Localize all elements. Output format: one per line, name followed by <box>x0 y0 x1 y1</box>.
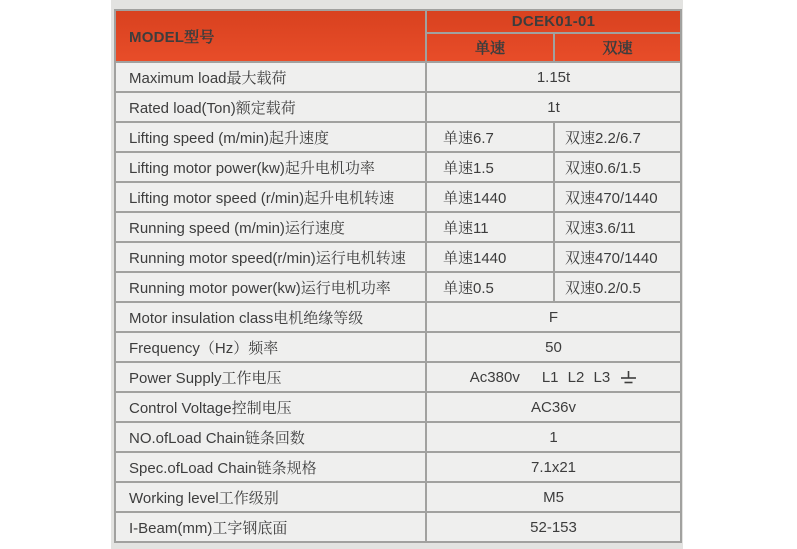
value-merged: M5 <box>426 482 681 512</box>
value-dual-speed: 双速2.2/6.7 <box>554 122 681 152</box>
value-single-speed: 单速11 <box>426 212 554 242</box>
value-merged: 1.15t <box>426 62 681 92</box>
table-row <box>115 302 681 332</box>
row-label: Rated load(Ton)额定载荷 <box>115 92 426 122</box>
value-merged: 50 <box>426 332 681 362</box>
value-single-speed: 单速0.5 <box>426 272 554 302</box>
table-row <box>115 362 681 392</box>
value-merged: 7.1x21 <box>426 452 681 482</box>
value-dual-speed: 双速470/1440 <box>554 182 681 212</box>
spec-table <box>114 9 682 543</box>
power-supply-phases: L1 L2 L3 <box>541 368 611 386</box>
row-label: Spec.ofLoad Chain链条规格 <box>115 452 426 482</box>
value-merged: 1 <box>426 422 681 452</box>
header-col-dual-speed: 双速 <box>554 33 681 62</box>
table-row <box>115 182 681 212</box>
row-label: Frequency（Hz）频率 <box>115 332 426 362</box>
table-row <box>115 332 681 362</box>
value-merged: AC36v <box>426 392 681 422</box>
table-row <box>115 92 681 122</box>
value-merged: F <box>426 302 681 332</box>
value-dual-speed: 双速470/1440 <box>554 242 681 272</box>
header-col-single-speed: 单速 <box>426 33 554 62</box>
row-label: Motor insulation class电机绝缘等级 <box>115 302 426 332</box>
table-row <box>115 482 681 512</box>
row-label: Control Voltage控制电压 <box>115 392 426 422</box>
table-row <box>115 242 681 272</box>
value-dual-speed: 双速0.6/1.5 <box>554 152 681 182</box>
table-row <box>115 452 681 482</box>
row-label: Lifting motor power(kw)起升电机功率 <box>115 152 426 182</box>
row-label: Running motor speed(r/min)运行电机转速 <box>115 242 426 272</box>
power-supply-value <box>470 369 637 386</box>
header-model-label: MODEL型号 <box>115 10 426 62</box>
value-single-speed: 单速1440 <box>426 242 554 272</box>
table-row <box>115 212 681 242</box>
row-label: Lifting speed (m/min)起升速度 <box>115 122 426 152</box>
table-row <box>115 422 681 452</box>
power-supply-voltage: Ac380v <box>469 368 520 386</box>
row-label: Maximum load最大载荷 <box>115 62 426 92</box>
table-row <box>115 512 681 542</box>
value-single-speed: 单速1.5 <box>426 152 554 182</box>
spec-table-body <box>115 62 681 542</box>
value-merged: 52-153 <box>426 512 681 542</box>
earth-ground-icon <box>620 371 637 384</box>
table-row <box>115 272 681 302</box>
spec-table-header <box>115 10 681 62</box>
value-single-speed: 单速6.7 <box>426 122 554 152</box>
value-single-speed: 单速1440 <box>426 182 554 212</box>
row-label: Power Supply工作电压 <box>115 362 426 392</box>
row-label: Running motor power(kw)运行电机功率 <box>115 272 426 302</box>
row-label: NO.ofLoad Chain链条回数 <box>115 422 426 452</box>
row-label: Lifting motor speed (r/min)起升电机转速 <box>115 182 426 212</box>
value-merged <box>426 362 681 392</box>
value-dual-speed: 双速3.6/11 <box>554 212 681 242</box>
spec-sheet-panel <box>111 0 683 549</box>
header-model-number: DCEK01-01 <box>426 10 681 33</box>
table-row <box>115 122 681 152</box>
value-dual-speed: 双速0.2/0.5 <box>554 272 681 302</box>
value-merged: 1t <box>426 92 681 122</box>
table-row <box>115 62 681 92</box>
table-row <box>115 392 681 422</box>
row-label: I-Beam(mm)工字钢底面 <box>115 512 426 542</box>
row-label: Working level工作级别 <box>115 482 426 512</box>
row-label: Running speed (m/min)运行速度 <box>115 212 426 242</box>
table-row <box>115 152 681 182</box>
